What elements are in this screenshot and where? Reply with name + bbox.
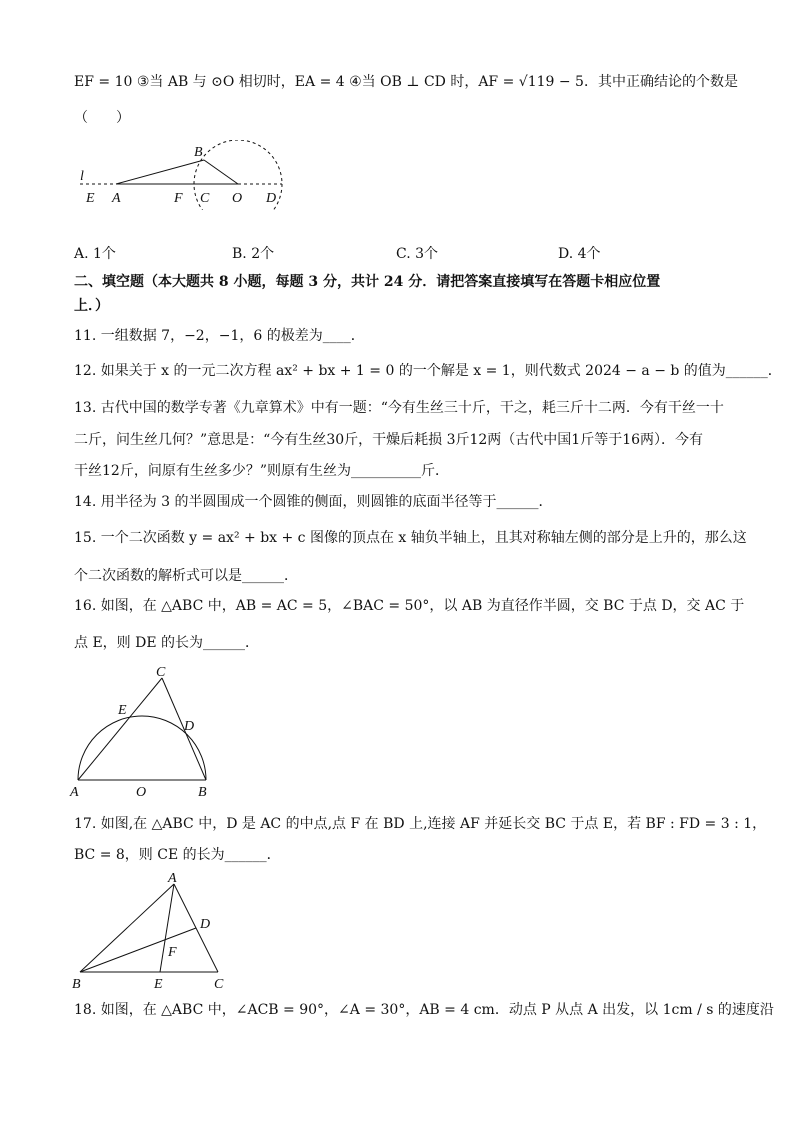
q14-text: 14. 用半径为 3 的半圆围成一个圆锥的侧面，则圆锥的底面半径等于______． [74, 494, 553, 510]
label-a: A [168, 871, 177, 886]
segment-ab [116, 160, 204, 184]
q13-line2: 二斤，问生丝几何？”意思是：“今有生丝30斤，干燥后耗损 3斤12两（古代中国1斤等于16两）．今有 [74, 432, 704, 448]
label-a: A [112, 191, 121, 206]
section2-heading-line2: 上．） [74, 298, 109, 314]
label-e: E [154, 977, 163, 992]
label-c: C [200, 191, 210, 206]
label-d: D [200, 917, 211, 932]
label-f: F [174, 191, 183, 206]
label-c: C [214, 977, 224, 992]
label-e: E [86, 191, 95, 206]
choice-b[interactable]: B. 2个 [232, 246, 275, 262]
label-c: C [156, 665, 166, 680]
choice-a[interactable]: A. 1个 [74, 246, 116, 262]
label-b: B [72, 977, 81, 992]
label-a: A [70, 785, 79, 798]
q13-line3: 干丝12斤，问原有生丝多少？”则原有生丝为__________斤． [74, 463, 449, 479]
q12-text: 12. 如果关于 x 的一元二次方程 ax² + bx + 1 = 0 的一个解是 x = 1，则代数式 2024 − a − b 的值为______． [74, 363, 782, 379]
q13-line1: 13. 古代中国的数学专著《九章算术》中有一题：“今有生丝三十斤，干之，耗三斤十二两．今有干丝一十 [74, 400, 724, 416]
q10-answer-paren: （ ） [74, 110, 130, 126]
label-o: O [232, 191, 243, 206]
q16-line1: 16. 如图，在 △ABC 中，AB = AC = 5，∠BAC = 50°，以 AB 为直径作半圆，交 BC 于点 D，交 AC 于 [74, 598, 745, 614]
segment-bo [204, 160, 238, 184]
segment-ac [78, 678, 162, 780]
q10-line1: EF = 10 ③当 AB 与 ⊙O 相切时，EA = 4 ④当 OB ⊥ CD 时，AF = √119 − 5．其中正确结论的个数是 [74, 74, 738, 90]
section2-heading-line1: 二、填空题（本大题共 8 小题，每题 3 分，共计 24 分．请把答案直接填写在答题卡相应位置 [74, 274, 661, 290]
q17-line1: 17. 如图,在 △ABC 中，D 是 AC 的中点,点 F 在 BD 上,连接 AF 并延长交 BC 于点 E，若 BF : FD = 3 : 1， [74, 816, 767, 832]
label-d: D [184, 719, 195, 734]
label-b: B [198, 785, 207, 798]
q18-text: 18. 如图，在 △ABC 中，∠ACB = 90°，∠A = 30°，AB = 4 cm．动点 P 从点 A 出发，以 1cm / s 的速度沿 [74, 1002, 774, 1018]
q15-line2: 个二次函数的解析式可以是______． [74, 568, 298, 584]
label-f: F [168, 945, 177, 960]
q11-text: 11. 一组数据 7，−2，−1，6 的极差为____． [74, 328, 365, 344]
q10-figure [70, 140, 300, 210]
choice-d[interactable]: D. 4个 [558, 246, 601, 262]
label-b: B [194, 145, 203, 160]
q15-line1: 15. 一个二次函数 y = ax² + bx + c 图像的顶点在 x 轴负半轴上，且其对称轴左侧的部分是上升的，那么这 [74, 530, 747, 546]
label-e: E [118, 703, 127, 718]
segment-ab [80, 884, 174, 972]
choice-c[interactable]: C. 3个 [396, 246, 439, 262]
q17-line2: BC = 8，则 CE 的长为______． [74, 847, 281, 863]
q16-figure [66, 664, 226, 798]
label-o: O [136, 785, 147, 798]
label-d: D [266, 191, 277, 206]
q17-figure [66, 868, 236, 992]
q16-line2: 点 E，则 DE 的长为______． [74, 635, 260, 651]
segment-bd [80, 928, 196, 972]
label-l: l [80, 169, 84, 184]
